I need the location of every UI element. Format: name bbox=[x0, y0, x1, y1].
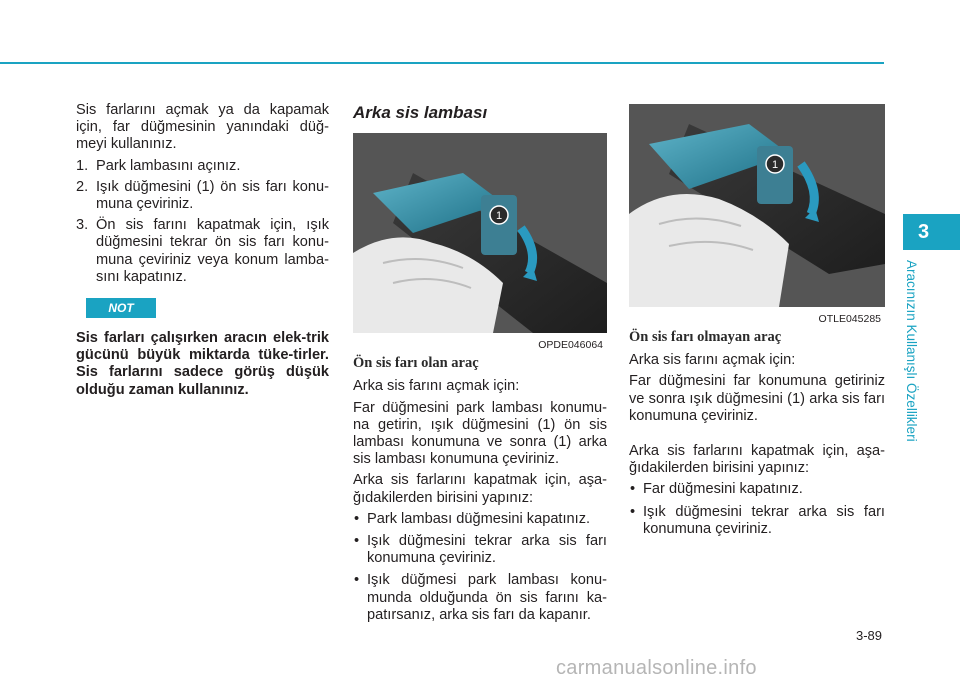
bullet-glyph: • bbox=[630, 481, 636, 498]
figure-code: OPDE046064 bbox=[536, 336, 605, 355]
step-number: 2. bbox=[76, 178, 89, 195]
step-text: Park lambasını açınız. bbox=[96, 157, 241, 174]
bullet-list bbox=[629, 481, 885, 538]
figure-code: OTLE045285 bbox=[817, 310, 883, 329]
bullet-list bbox=[353, 511, 607, 624]
bullet-glyph: • bbox=[354, 572, 360, 589]
watermark: carmanualsonline.info bbox=[556, 657, 757, 679]
stalk-illustration-image bbox=[353, 133, 607, 333]
column-2 bbox=[353, 102, 607, 629]
bullet-text: Işık düğmesini tekrar arka sis farı konumuna çeviriniz. bbox=[643, 503, 885, 537]
figure-front-fog bbox=[353, 133, 607, 355]
chapter-title-vertical bbox=[904, 260, 932, 460]
figure-no-front-fog bbox=[629, 104, 885, 329]
list-item bbox=[353, 511, 607, 528]
light-switch-illustration-icon bbox=[629, 104, 885, 307]
paragraph: Far düğmesini park lambası konumu-na getirin, ışık düğmesini (1) ön sis lambası konumuna ve sonra (1) arka sis lambası konumuna çeviriniz. bbox=[353, 399, 607, 468]
paragraph: Arka sis farlarını kapatmak için, aşa-ğıdakilerden birisini yapınız: bbox=[629, 443, 885, 477]
spacer bbox=[629, 429, 885, 443]
chapter-title: Aracınızın Kullanışlı Özellikleri bbox=[904, 260, 919, 442]
paragraph: Far düğmesini far konumuna getiriniz ve sonra ışık düğmesini (1) arka sis farı konumuna çeviriniz. bbox=[629, 373, 885, 424]
paragraph: Arka sis farını açmak için: bbox=[629, 352, 796, 369]
section-title: Arka sis lambası bbox=[353, 103, 488, 122]
note-text: Sis farları çalışırken aracın elek-trik gücünü büyük miktarda tüke-tirler. Sis farlarını sadece görüş düşük olduğu zaman kullanınız. bbox=[76, 330, 329, 398]
step-item bbox=[76, 217, 329, 286]
step-item bbox=[76, 179, 329, 213]
header-rule bbox=[0, 62, 884, 64]
list-item bbox=[629, 481, 885, 498]
steps-list bbox=[76, 158, 329, 286]
light-switch-illustration-icon bbox=[353, 133, 607, 333]
column-1 bbox=[76, 102, 329, 403]
subsection-title: Ön sis farı olmayan araç bbox=[629, 329, 782, 345]
list-item bbox=[353, 572, 607, 624]
stalk-illustration-image bbox=[629, 104, 885, 307]
page-number: 3-89 bbox=[856, 628, 883, 643]
column-3 bbox=[629, 104, 885, 543]
step-number: 3. bbox=[76, 217, 89, 234]
callout-1-label: 1 bbox=[495, 210, 503, 223]
list-item bbox=[629, 504, 885, 538]
bullet-text: Işık düğmesini tekrar arka sis farı konumuna çeviriniz. bbox=[367, 533, 607, 567]
bullet-text: Park lambası düğmesini kapatınız. bbox=[367, 510, 591, 527]
paragraph: Arka sis farını açmak için: bbox=[353, 378, 520, 395]
step-number: 1. bbox=[76, 157, 89, 174]
intro-paragraph: Sis farlarını açmak ya da kapamak için, far düğmesinin yanındaki düğ-meyi kullanınız. bbox=[76, 102, 329, 153]
note-badge: NOT bbox=[86, 298, 156, 318]
bullet-text: Far düğmesini kapatınız. bbox=[643, 481, 803, 498]
subsection-title: Ön sis farı olan araç bbox=[353, 355, 479, 372]
chapter-tab: 3 bbox=[903, 214, 960, 250]
step-text: Ön sis farını kapatmak için, ışık düğmesini tekrar ön sis farı konu-muna çeviriniz veya konum lamba-sını kapatınız. bbox=[96, 217, 329, 285]
bullet-text: Işık düğmesi park lambası konu-munda olduğunda ön sis farını ka-patırsanız, arka sis farı da kapanır. bbox=[367, 572, 607, 623]
callout-1-label: 1 bbox=[771, 159, 779, 171]
bullet-glyph: • bbox=[354, 510, 360, 527]
list-item bbox=[353, 533, 607, 567]
step-item bbox=[76, 158, 329, 175]
step-text: Işık düğmesini (1) ön sis farı konu-muna çeviriniz. bbox=[96, 178, 329, 213]
bullet-glyph: • bbox=[630, 503, 636, 520]
bullet-glyph: • bbox=[354, 533, 360, 550]
paragraph: Arka sis farlarını kapatmak için, aşa-ğıdakilerden birisini yapınız: bbox=[353, 472, 607, 506]
